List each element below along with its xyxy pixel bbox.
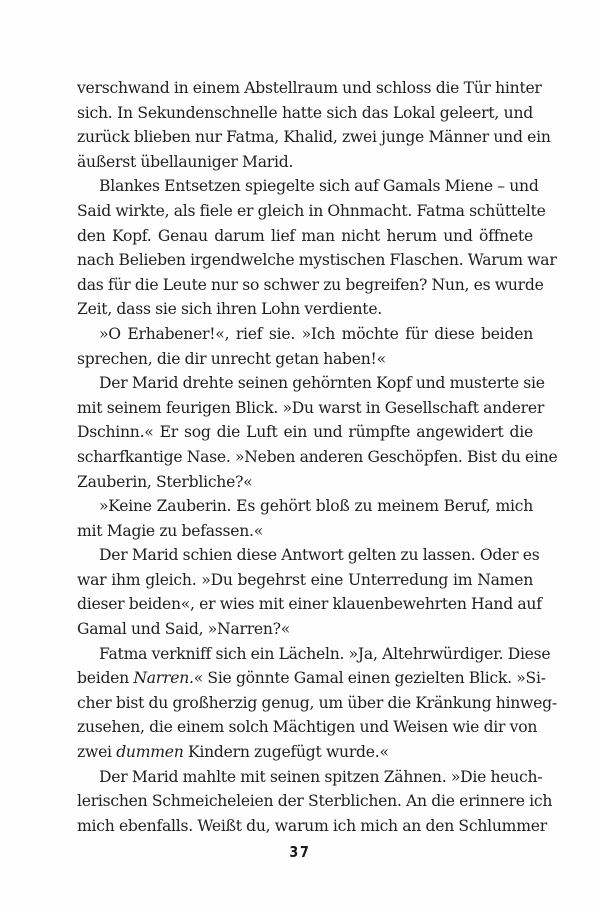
text-line: Dschinn.« Er sog die Luft ein und rümpfte angewidert die bbox=[77, 423, 533, 442]
text-line: lerischen Schmeicheleien der Sterblichen. An die erinnere ich bbox=[77, 792, 553, 811]
paragraph bbox=[77, 174, 557, 322]
paragraph bbox=[77, 494, 533, 543]
text-line: beiden Narren.« Sie gönnte Gamal einen gezielten Blick. »Si- bbox=[77, 669, 546, 688]
text-line: verschwand in einem Abstellraum und schloss die Tür hinter bbox=[77, 79, 542, 97]
text-line: Der Marid schien diese Antwort gelten zu lassen. Oder es bbox=[99, 546, 540, 565]
text-line: »Keine Zauberin. Es gehört bloß zu meinem Beruf, mich bbox=[99, 497, 533, 516]
text-line: Der Marid mahlte mit seinen spitzen Zähnen. »Die heuch- bbox=[99, 767, 543, 786]
text-line: war ihm gleich. »Du begehrst eine Unterredung im Namen bbox=[77, 570, 533, 589]
text-line: scharfkantige Nase. »Neben anderen Geschöpfen. Bist du eine bbox=[77, 447, 558, 466]
body-text bbox=[77, 76, 558, 838]
text-line: Zauberin, Sterbliche?« bbox=[77, 472, 253, 491]
text-line: den Kopf. Genau darum lief man nicht herum und öffnete bbox=[77, 226, 533, 245]
text-line: das für die Leute nur so schwer zu begreifen? Nun, es wurde bbox=[77, 275, 544, 294]
text-line: mit seinem feurigen Blick. »Du warst in Gesellschaft anderer bbox=[77, 398, 545, 417]
paragraph bbox=[77, 543, 542, 641]
text-line: Fatma verkniff sich ein Lächeln. »Ja, Altehrwürdiger. Diese bbox=[99, 644, 551, 663]
text-line: »O Erhabener!«, rief sie. »Ich möchte für diese beiden bbox=[99, 324, 533, 343]
text-line: Said wirkte, als fiele er gleich in Ohnmacht. Fatma schüttelte bbox=[77, 201, 546, 220]
text-line: mit Magie zu befassen.« bbox=[77, 521, 264, 540]
text-line: Zeit, dass sie sich ihren Lohn verdiente. bbox=[77, 300, 383, 319]
paragraph bbox=[77, 76, 551, 174]
text-line: zusehen, die einem solch Mächtigen und Weisen wie dir von bbox=[77, 718, 538, 737]
text-line: mich ebenfalls. Weißt du, warum ich mich an den Schlummer bbox=[77, 816, 547, 835]
text-line: nach Belieben irgendwelche mystischen Flaschen. Warum war bbox=[77, 251, 557, 270]
emphasis: Narren. bbox=[133, 669, 194, 688]
paragraph bbox=[77, 765, 553, 839]
text-line: sprechen, die dir unrecht getan haben!« bbox=[77, 349, 386, 368]
paragraph bbox=[77, 371, 558, 494]
text-line: äußerst übellauniger Marid. bbox=[77, 152, 294, 171]
paragraph bbox=[77, 322, 533, 371]
text-line: Der Marid drehte seinen gehörnten Kopf und musterte sie bbox=[99, 374, 545, 393]
text-line: Blankes Entsetzen spiegelte sich auf Gamals Miene – und bbox=[99, 177, 539, 196]
page-number: 37 bbox=[289, 843, 311, 861]
text-line: dieser beiden«, er wies mit einer klauenbewehrten Hand auf bbox=[77, 595, 542, 614]
text-line: cher bist du großherzig genug, um über die Kränkung hinweg- bbox=[77, 693, 557, 712]
text-line: zurück blieben nur Fatma, Khalid, zwei junge Männer und ein bbox=[77, 128, 551, 147]
text-line: zwei dummen Kindern zugefügt wurde.« bbox=[77, 743, 389, 762]
text-line: Gamal und Said, »Narren?« bbox=[77, 620, 291, 639]
text-line: sich. In Sekundenschnelle hatte sich das Lokal geleert, und bbox=[77, 103, 533, 122]
emphasis: dummen bbox=[116, 743, 184, 762]
paragraph bbox=[77, 642, 557, 765]
